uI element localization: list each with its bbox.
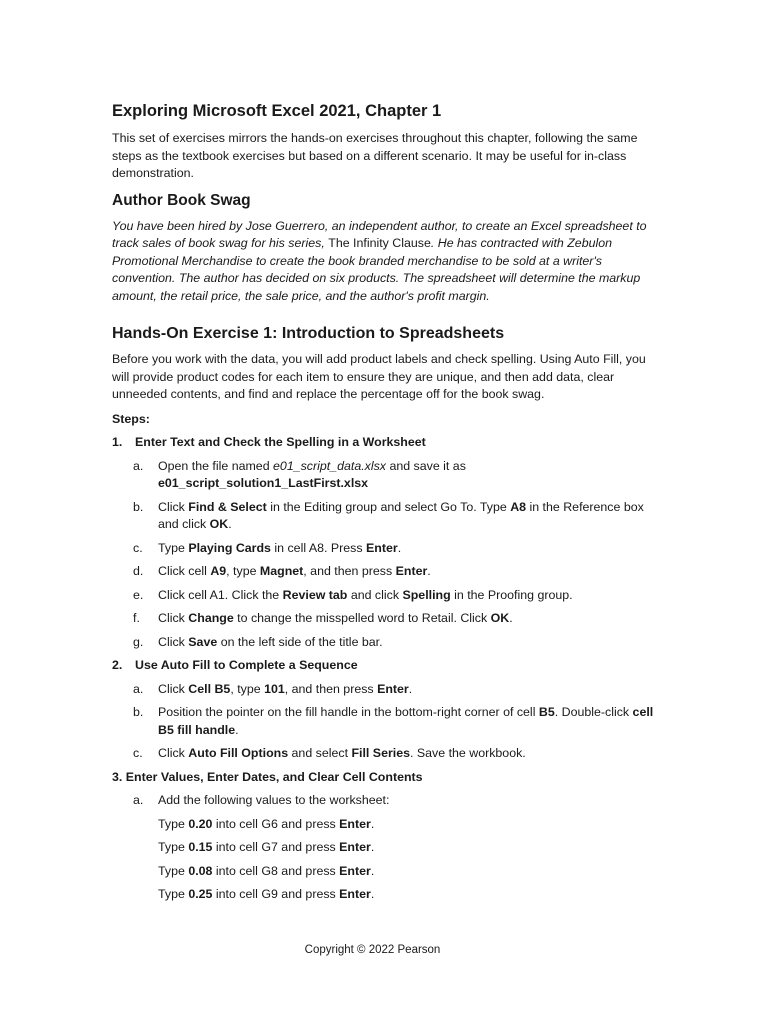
- document-content: [112, 100, 657, 910]
- step-2c: c. Click Auto Fill Options and select Fill Series. Save the workbook.: [133, 746, 526, 760]
- value-line: Type 0.15 into cell G7 and press Enter.: [158, 840, 375, 854]
- step-1d: d. Click cell A9, type Magnet, and then press Enter.: [133, 564, 431, 578]
- section-1-title: 1. Enter Text and Check the Spelling in a Worksheet: [112, 435, 426, 449]
- scenario-heading: Author Book Swag: [112, 191, 251, 209]
- section-1-steps: [112, 458, 657, 652]
- step-1c: c. Type Playing Cards in cell A8. Press Enter.: [133, 540, 402, 555]
- steps-label: Steps:: [112, 411, 150, 426]
- section-3-title: 3. Enter Values, Enter Dates, and Clear Cell Contents: [112, 769, 423, 784]
- value-line: Type 0.20 into cell G6 and press Enter.: [158, 816, 375, 831]
- step-1e: e. Click cell A1. Click the Review tab and click Spelling in the Proofing group.: [133, 587, 573, 602]
- exercise-intro: Before you work with the data, you will add product labels and check spelling. Using Auto Fill, you will provide product codes for each item to ensure they are unique, and then add data, clear unneeded contents, and find and replace the percentage off for the book swag.: [112, 352, 646, 401]
- exercise-heading: Hands-On Exercise 1: Introduction to Spreadsheets: [112, 325, 505, 342]
- copyright-footer: Copyright © 2022 Pearson: [304, 944, 441, 956]
- step-1f: f. Click Change to change the misspelled word to Retail. Click OK.: [133, 611, 513, 625]
- description-paragraph: This set of exercises mirrors the hands-on exercises throughout this chapter, following the same steps as the textbook exercises but based on a different scenario. It may be useful for in-class demonstration.: [112, 131, 638, 180]
- step-1a: a. Open the file named e01_script_data.xlsx and save it as e01_script_solution1_LastFirst.xlsx: [133, 458, 466, 490]
- value-line: Type 0.08 into cell G8 and press Enter.: [158, 863, 375, 878]
- section-2-steps: [112, 681, 657, 763]
- value-line: Type 0.25 into cell G9 and press Enter.: [158, 887, 375, 901]
- series-name: The Infinity Clause: [328, 236, 431, 250]
- scenario-paragraph: You have been hired by Jose Guerrero, an independent author, to create an Excel spreadsheet to track sales of book swag for his series, The Infinity Clause. He has contracted with Zebulon Promotional Merchandise to create the book branded merchandise to be sold at a writer's convention. The author has decided on six products. The spreadsheet will determine the markup amount, the retail price, the sale price, and the author's profit margin.: [112, 218, 647, 303]
- step-1g: g. Click Save on the left side of the title bar.: [133, 634, 383, 649]
- document-title: Exploring Microsoft Excel 2021, Chapter 1: [112, 102, 442, 120]
- section-3-steps: [112, 792, 657, 810]
- step-3a: a. Add the following values to the worksheet:: [133, 793, 390, 807]
- values-list: [112, 816, 657, 904]
- section-2-title: 2. Use Auto Fill to Complete a Sequence: [112, 658, 358, 672]
- step-1b: b. Click Find & Select in the Editing group and select Go To. Type A8 in the Reference box and click OK.: [133, 499, 644, 531]
- step-2a: a. Click Cell B5, type 101, and then press Enter.: [133, 681, 413, 696]
- step-2b: b. Position the pointer on the fill handle in the bottom-right corner of cell B5. Double-click cell B5 fill handle.: [133, 705, 654, 737]
